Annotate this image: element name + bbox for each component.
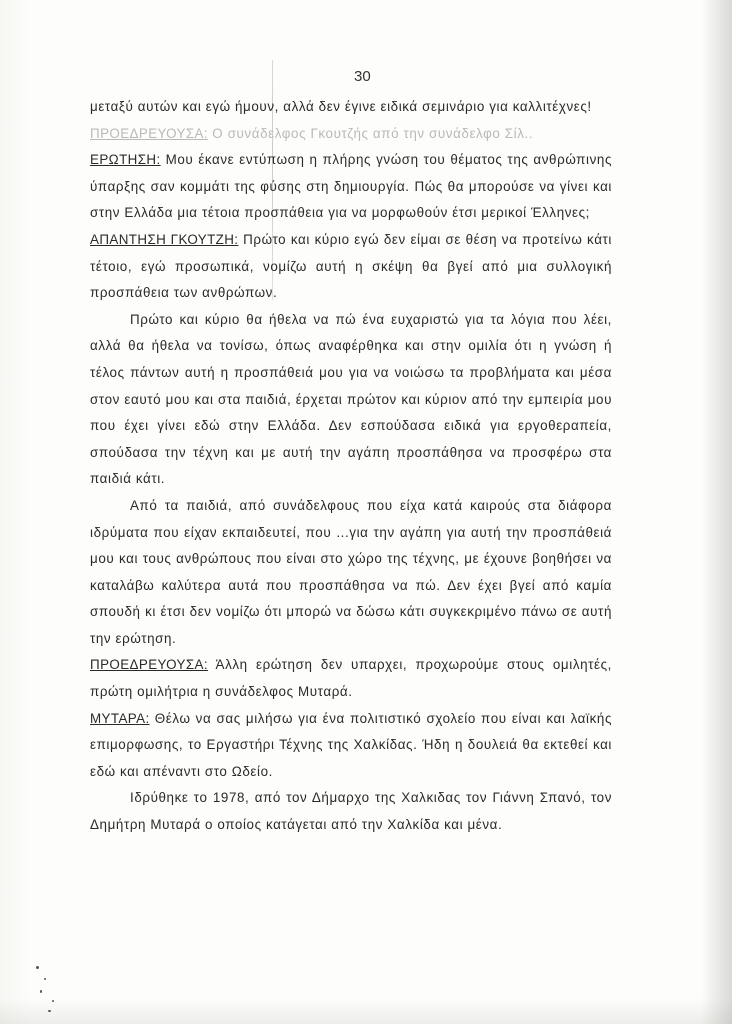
paragraph-chair: [90, 652, 612, 705]
paragraph-text: Ιδρύθηκε το 1978, από τον Δήμαρχο της Χαλκιδας τον Γιάννη Σπανό, τον Δημήτρη Μυταρά ο οποίος κατάγεται από την Χαλκίδα και μένα.: [90, 790, 612, 833]
scan-shadow-right: [702, 0, 732, 1024]
paragraph-text: Θέλω να σας μιλήσω για ένα πολιτιστικό σχολείο που είναι και λαϊκής επιμορφωσης, το Εργαστήρι Τέχνης της Χαλκίδας. Ήδη η δουλειά θα εκτεθεί και εδώ και απέναντι στο Ωδείο.: [90, 710, 612, 779]
paragraph-answer-continued: [90, 493, 612, 653]
scan-speck: [44, 978, 46, 980]
speaker-label: ΠΡΟΕΔΡΕΥΟΥΣΑ:: [90, 125, 208, 141]
paragraph-text: Άλλη ερώτηση δεν υπαρχει, προχωρούμε στους ομιλητές, πρώτη ομιλήτρια η συνάδελφος Μυταρά.: [90, 657, 612, 700]
paragraph-text: Μου έκανε εντύπωση η πλήρης γνώση του θέματος της ανθρώπινης ύπαρξης σαν κομμάτι της φύσης στη δημιουργία. Πώς θα μπορούσε να γίνει και στην Ελλάδα μια τέτοια προσπάθεια για να μορφωθούν έτσι μερικοί Έλληνες;: [90, 152, 612, 221]
speaker-label: ΑΠΑΝΤΗΣΗ ΓΚΟΥΤΖΗ:: [90, 231, 239, 247]
paragraph-text: Από τα παιδιά, από συνάδελφους που είχα κατά καιρούς στα διάφορα ιδρύματα που είχαν εκπαιδευτεί, που ...για την αγάπη για αυτή την προσπάθειά μου και τους ανθρώπους που είναι στο χώρο της τέχνης, με έχουνε βοηθήσει να καταλάβω καλύτερα αυτά που προσπάθησα να πώ. Δεν έχει βγεί από καμία σπουδή κι έτσι δεν νομίζω ότι μπορώ να δώσω κάτι συγκεκριμένο πάνω σε αυτή την ερώτηση.: [90, 497, 612, 646]
paragraph-speaker-mytara: [90, 706, 612, 786]
paragraph-text: Πρώτο και κύριο θα ήθελα να πώ ένα ευχαριστώ για τα λόγια που λέει, αλλά θα ήθελα να τονίσω, όπως αναφέρθηκα και στην ομιλία ότι η γνώση ή τέλος πάντων αυτή η προσπάθειά μου για να νοιώσω τα προβλήματα και μέσα στον εαυτό μου και στα παιδιά, έρχεται πρώτον και κύριον από την εμπειρία μου που έχει γίνει εδώ στην Ελλάδα. Δεν εσπούδασα ειδικά για εργοθεραπεία, σπούδασα την τέχνη και με αυτή την αγάπη προσπάθησα να προσφέρω στα παιδιά κάτι.: [90, 311, 612, 487]
speaker-label: ΕΡΩΤΗΣΗ:: [90, 152, 161, 168]
paragraph-continuation: [90, 94, 612, 121]
page-number: 30: [354, 68, 371, 85]
speaker-label: ΠΡΟΕΔΡΕΥΟΥΣΑ:: [90, 657, 208, 673]
paragraph-text: Πρώτο και κύριο εγώ δεν είμαι σε θέση να προτείνω κάτι τέτοιο, εγώ προσωπικά, νομίζω αυτή η σκέψη θα βγεί από μια συλλογική προσπάθεια των ανθρώπων.: [90, 231, 612, 301]
paragraph-text: μεταξύ αυτών και εγώ ήμουν, αλλά δεν έγινε ειδικά σεμινάριο για καλλιτέχνες!: [90, 99, 592, 114]
paragraph-answer-continued: [90, 307, 612, 493]
paragraph-text: Ο συνάδελφος Γκουτζής από την συνάδελφο Σίλ..: [207, 125, 534, 141]
scan-speck: [40, 990, 42, 993]
paragraph-speaker-mytara-continued: [90, 785, 612, 838]
paragraph-answer: [90, 227, 612, 307]
scan-shadow-bottom: [0, 998, 732, 1024]
speaker-label: ΜΥΤΑΡΑ:: [90, 710, 150, 726]
paragraph-chair-faint: [90, 121, 612, 148]
transcript-body: [90, 94, 612, 839]
scan-speck: [36, 966, 39, 969]
paragraph-question: [90, 147, 612, 227]
